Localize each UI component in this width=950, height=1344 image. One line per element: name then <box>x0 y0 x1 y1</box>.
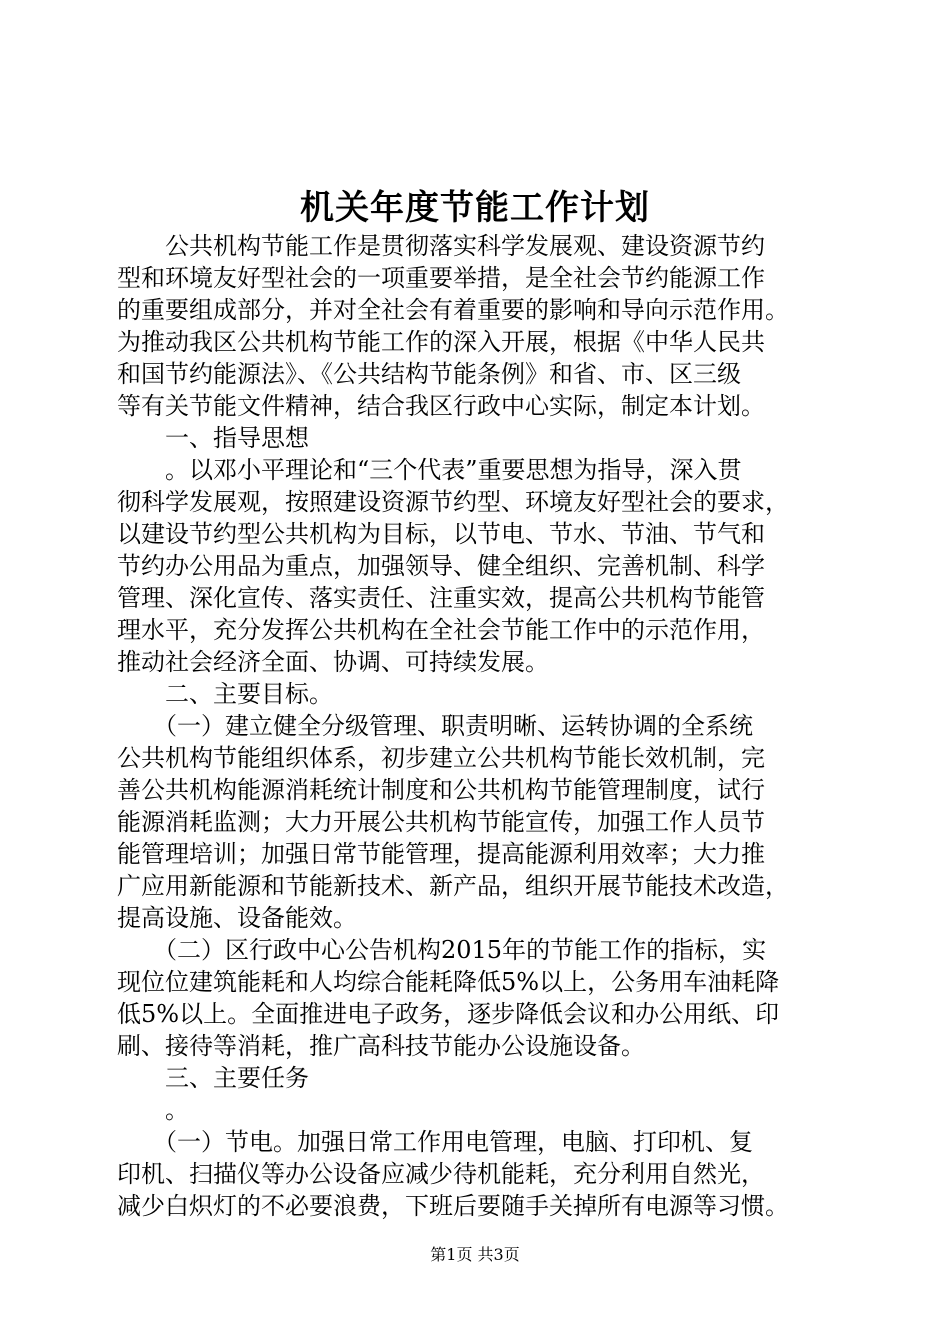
body-line: 减少白炽灯的不必要浪费，下班后要随手关掉所有电源等习惯。 <box>117 1192 789 1220</box>
body-line: 。以邓小平理论和“三个代表”重要思想为指导，深入贯 <box>117 456 742 484</box>
body-line: 刷、接待等消耗，推广高科技节能办公设施设备。 <box>117 1032 645 1060</box>
body-line: 理水平，充分发挥公共机构在全社会节能工作中的示范作用， <box>117 616 765 644</box>
body-line: 。 <box>117 1096 189 1124</box>
body-line: 以建设节约型公共机构为目标，以节电、节水、节油、节气和 <box>117 520 765 548</box>
document-title: 机关年度节能工作计划 <box>300 188 650 228</box>
body-line: 低5%以上。全面推进电子政务，逐步降低会议和办公用纸、印 <box>117 1000 780 1028</box>
body-line: 现位位建筑能耗和人均综合能耗降低5%以上，公务用车油耗降 <box>117 968 780 996</box>
body-line: （二）区行政中心公告机构2015年的节能工作的指标，实 <box>117 936 767 964</box>
body-line: 公共机构节能组织体系，初步建立公共机构节能长效机制，完 <box>117 744 765 772</box>
body-line: 的重要组成部分，并对全社会有着重要的影响和导向示范作用。 <box>117 296 789 324</box>
body-line: 彻科学发展观，按照建设资源节约型、环境友好型社会的要求， <box>117 488 789 516</box>
body-line: 能管理培训；加强日常节能管理，提高能源利用效率；大力推 <box>117 840 765 868</box>
body-line: 广应用新能源和节能新技术、新产品，组织开展节能技术改造， <box>117 872 789 900</box>
section-heading: 二、主要目标。 <box>117 680 333 708</box>
body-line: 能源消耗监测；大力开展公共机构节能宣传，加强工作人员节 <box>117 808 765 836</box>
body-line: 为推动我区公共机构节能工作的深入开展，根据《中华人民共 <box>117 328 765 356</box>
body-line: （一）节电。加强日常工作用电管理，电脑、打印机、复 <box>117 1128 753 1156</box>
body-line: 公共机构节能工作是贯彻落实科学发展观、建设资源节约 <box>117 232 765 260</box>
body-line: 型和环境友好型社会的一项重要举措，是全社会节约能源工作 <box>117 264 765 292</box>
body-line: （一）建立健全分级管理、职责明晰、运转协调的全系统 <box>117 712 753 740</box>
body-line: 节约办公用品为重点，加强领导、健全组织、完善机制、科学 <box>117 552 765 580</box>
body-line: 管理、深化宣传、落实责任、注重实效，提高公共机构节能管 <box>117 584 765 612</box>
page-footer: 第1页 共3页 <box>430 1245 520 1264</box>
body-line: 推动社会经济全面、协调、可持续发展。 <box>117 648 549 676</box>
section-heading: 一、指导思想 <box>117 424 309 452</box>
body-line: 等有关节能文件精神，结合我区行政中心实际，制定本计划。 <box>117 392 765 420</box>
body-line: 善公共机构能源消耗统计制度和公共机构节能管理制度，试行 <box>117 776 765 804</box>
body-line: 印机、扫描仪等办公设备应减少待机能耗，充分利用自然光， <box>117 1160 765 1188</box>
section-heading: 三、主要任务 <box>117 1064 309 1092</box>
body-line: 和国节约能源法》、《公共结构节能条例》和省、市、区三级 <box>117 360 741 388</box>
body-line: 提高设施、设备能效。 <box>117 904 357 932</box>
